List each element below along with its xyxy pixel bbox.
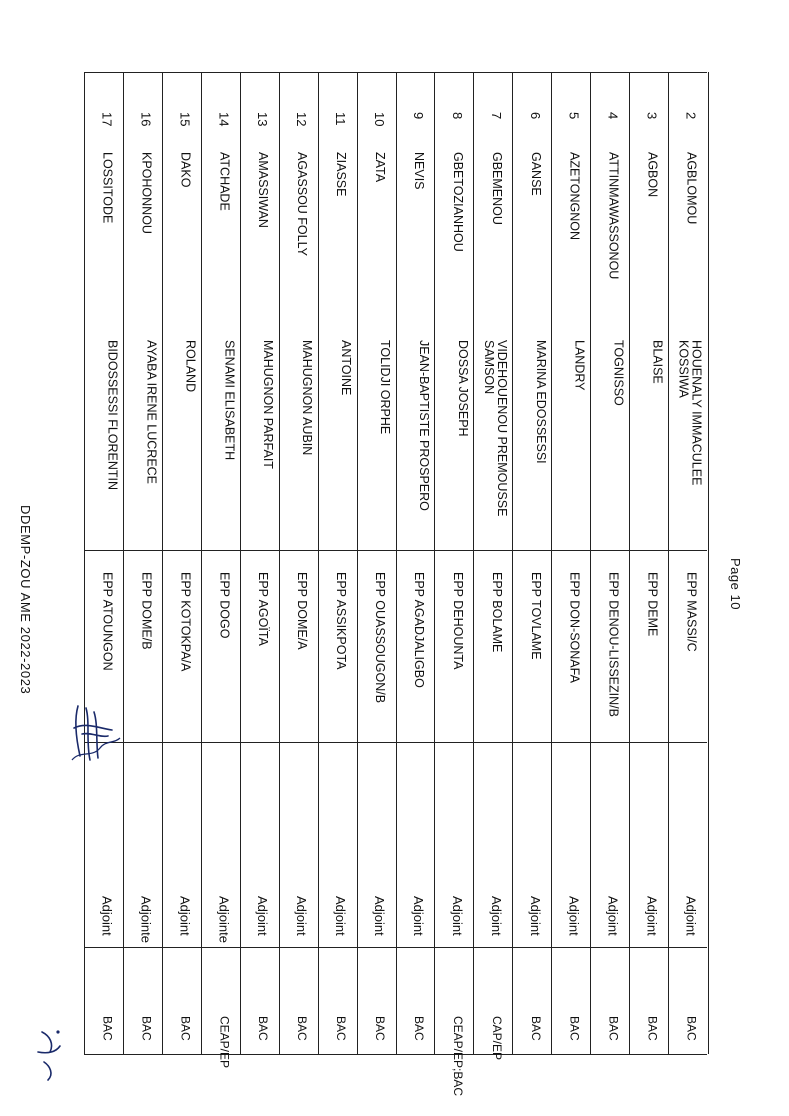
table-row bbox=[123, 72, 163, 1054]
position-title: Adjoint bbox=[177, 896, 193, 936]
last-name: ZATA bbox=[373, 152, 388, 183]
position-title: Adjoint bbox=[566, 896, 582, 936]
row-number: 3 bbox=[644, 112, 660, 120]
table-row bbox=[590, 72, 630, 1054]
position-title: Adjoint bbox=[99, 896, 115, 936]
school-name: EPP ASSIKPOTA bbox=[334, 572, 349, 670]
staff-table bbox=[84, 72, 707, 1097]
school-name: EPP DOGO bbox=[217, 572, 232, 639]
diploma: CEAP/EP bbox=[217, 1016, 232, 1069]
school-name: EPP DOME/B bbox=[139, 572, 154, 650]
school-name: EPP BOLAME bbox=[489, 572, 504, 653]
last-name: GBEMENOU bbox=[489, 152, 504, 225]
last-name: KPOHONNOU bbox=[139, 152, 154, 234]
row-number: 13 bbox=[255, 112, 271, 127]
first-names: JEAN-BAPTISTE PROSPERO bbox=[416, 340, 431, 511]
position-title: Adjoint bbox=[683, 896, 699, 936]
school-name: EPP DOME/A bbox=[295, 572, 310, 650]
row-number: 8 bbox=[449, 112, 465, 120]
first-names: TOLIDJI ORPHE bbox=[378, 340, 393, 435]
school-name: EPP DENOU-LISSEZIN/B bbox=[606, 572, 621, 717]
first-names: DOSSA JOSEPH bbox=[455, 340, 470, 437]
position-title: Adjoint bbox=[644, 896, 660, 936]
diploma: BAC bbox=[373, 1016, 388, 1041]
row-number: 16 bbox=[138, 112, 154, 127]
last-name: AGBON bbox=[645, 152, 660, 198]
diploma: BAC bbox=[334, 1016, 349, 1041]
last-name: NEVIS bbox=[411, 152, 426, 190]
diploma: BAC bbox=[684, 1016, 699, 1041]
last-name: AZETONGNON bbox=[567, 152, 582, 240]
last-name: DAKO bbox=[178, 152, 193, 188]
first-names: LANDRY bbox=[572, 340, 587, 391]
diploma: BAC bbox=[100, 1016, 115, 1041]
diploma: CEAP/EP;BAC bbox=[450, 1016, 465, 1097]
table-row bbox=[201, 72, 241, 1069]
first-names: SENAMI ELISABETH bbox=[222, 340, 237, 461]
row-number: 5 bbox=[566, 112, 582, 120]
first-names: MAHUGNON AUBIN bbox=[300, 340, 315, 456]
row-number: 9 bbox=[410, 112, 426, 120]
table-row bbox=[512, 72, 552, 1054]
footer-text: DDEMP-ZOU AME 2022-2023 bbox=[18, 505, 33, 695]
school-name: EPP KOTOKPA/A bbox=[178, 572, 193, 672]
position-title: Adjoint bbox=[605, 896, 621, 936]
diploma: BAC bbox=[411, 1016, 426, 1041]
last-name: AMASSIWAN bbox=[256, 152, 271, 228]
position-title: Adjointe bbox=[138, 896, 154, 943]
row-number: 11 bbox=[333, 112, 349, 126]
diploma: BAC bbox=[645, 1016, 660, 1041]
signature-mark bbox=[64, 698, 126, 768]
diploma: BAC bbox=[528, 1016, 543, 1041]
position-title: Adjoint bbox=[255, 896, 271, 936]
table-row bbox=[551, 72, 591, 1054]
diploma: BAC bbox=[295, 1016, 310, 1041]
table-row bbox=[396, 72, 436, 1054]
page-number: Page 10 bbox=[728, 558, 743, 610]
diploma: BAC bbox=[606, 1016, 621, 1041]
position-title: Adjoint bbox=[488, 896, 504, 936]
row-number: 4 bbox=[605, 112, 621, 120]
first-names: BLAISE bbox=[650, 340, 665, 384]
row-number: 15 bbox=[177, 112, 193, 127]
school-name: EPP TOVLAME bbox=[528, 572, 543, 660]
position-title: Adjointe bbox=[216, 896, 232, 943]
last-name: LOSSITODE bbox=[100, 152, 115, 224]
diploma: BAC bbox=[256, 1016, 271, 1041]
position-title: Adjoint bbox=[449, 896, 465, 936]
last-name: GBETOZIANHOU bbox=[450, 152, 465, 252]
table-row bbox=[668, 72, 709, 1054]
school-name: EPP DON-SONAFA bbox=[567, 572, 582, 683]
school-name: EPP DEME bbox=[645, 572, 660, 637]
diploma: BAC bbox=[139, 1016, 154, 1041]
diploma: BAC bbox=[567, 1016, 582, 1041]
table-row bbox=[629, 72, 669, 1054]
table-row bbox=[357, 72, 397, 1054]
last-name: ATTINMAWASSONOU bbox=[606, 152, 621, 280]
diploma: CAP/EP bbox=[489, 1016, 504, 1061]
first-names: TOGNISSO bbox=[611, 340, 626, 406]
last-name: AGBLOMOU bbox=[684, 152, 699, 225]
row-number: 14 bbox=[216, 112, 232, 127]
row-number: 7 bbox=[488, 112, 504, 120]
first-names: BIDOSSESSI FLORENTIN bbox=[105, 340, 120, 491]
last-name: AGASSOU FOLLY bbox=[295, 152, 310, 256]
first-names: ANTOINE bbox=[339, 340, 354, 396]
first-names: AYABA IRENE LUCRECE bbox=[144, 340, 159, 485]
table-row bbox=[84, 72, 124, 1054]
table-row bbox=[279, 72, 319, 1054]
school-name: EPP MASSI/C bbox=[684, 572, 699, 652]
first-names: ROLAND bbox=[183, 340, 198, 393]
position-title: Adjoint bbox=[333, 896, 349, 936]
last-name: GANSE bbox=[528, 152, 543, 196]
position-title: Adjoint bbox=[294, 896, 310, 936]
school-name: EPP AGADJALIGBO bbox=[411, 572, 426, 688]
first-names: MAHUGNON PARFAIT bbox=[261, 340, 276, 469]
row-number: 6 bbox=[527, 112, 543, 120]
table-row bbox=[240, 72, 280, 1054]
last-name: ZIASSE bbox=[334, 152, 349, 197]
table-row bbox=[434, 72, 474, 1097]
first-names: VIDEHOUENOU PREMOUSSE SAMSON bbox=[481, 340, 509, 517]
row-number: 12 bbox=[294, 112, 310, 127]
position-title: Adjoint bbox=[410, 896, 426, 936]
school-name: EPP DEHOUNTA bbox=[450, 572, 465, 670]
table-border-bottom bbox=[84, 1054, 707, 1055]
first-names: MARINA EDOSSESSI bbox=[533, 340, 548, 464]
last-name: ATCHADE bbox=[217, 152, 232, 211]
row-number: 2 bbox=[683, 112, 699, 120]
table-row bbox=[473, 72, 513, 1061]
table-row bbox=[318, 72, 358, 1054]
position-title: Adjoint bbox=[527, 896, 543, 936]
row-number: 17 bbox=[99, 112, 115, 127]
diploma: BAC bbox=[178, 1016, 193, 1041]
school-name: EPP ATOUNGON bbox=[100, 572, 115, 671]
school-name: EPP OUASSOUGON/B bbox=[373, 572, 388, 704]
school-name: EPP AGOÏTA bbox=[256, 572, 271, 646]
first-names: HOUENALY IMMACULEE KOSSIWA bbox=[676, 340, 704, 486]
initials-mark bbox=[20, 1022, 80, 1092]
table-row bbox=[162, 72, 202, 1054]
row-number: 10 bbox=[372, 112, 388, 127]
position-title: Adjoint bbox=[372, 896, 388, 936]
